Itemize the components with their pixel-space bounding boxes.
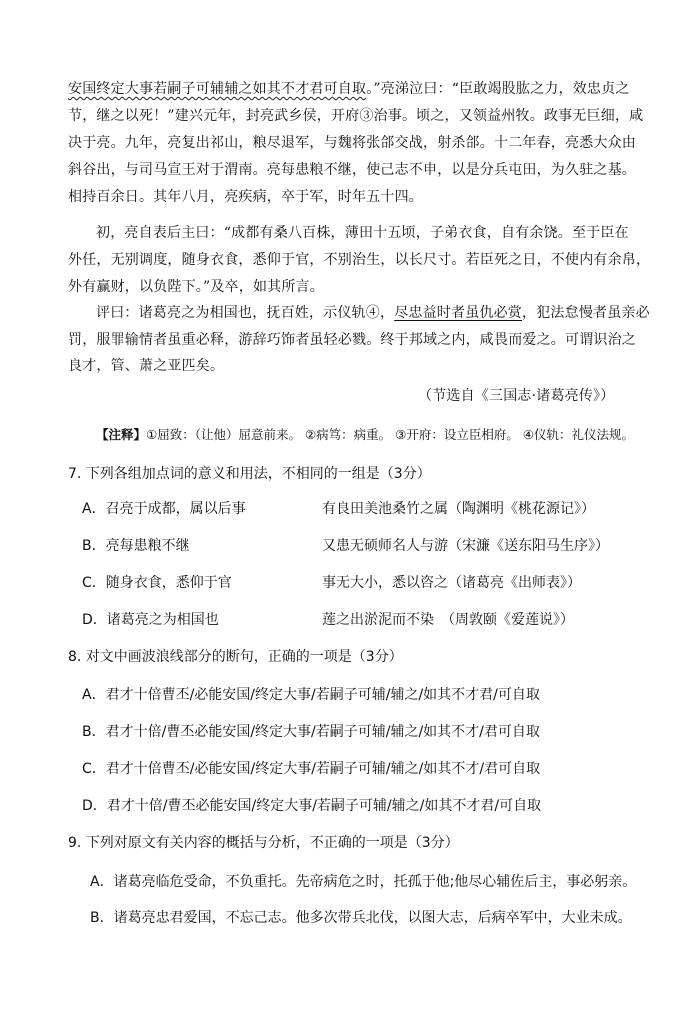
question-7-stem: 7. 下列各组加点词的意义和用法，不相同的一组是（3分） [68, 466, 431, 482]
annotation-notes [96, 425, 634, 443]
question-9-stem: 9. 下列对原文有关内容的概括与分析，不正确的一项是（3分） [68, 835, 459, 851]
note-label: 【注释】 [96, 427, 147, 442]
wavy-underlined-text: 安国终定大事若嗣子可辅辅之如其不才君可自取 [68, 81, 367, 97]
passage-line: 安国终定大事若嗣子可辅辅之如其不才君可自取。”亮涕泣曰：“臣敢竭股肱之力，效忠贞之 [68, 81, 630, 97]
underlined-sentence: 尽忠益时者虽仇必赏 [394, 305, 523, 321]
exam-page: 安国终定大事若嗣子可辅辅之如其不才君可自取。”亮涕泣曰：“臣敢竭股肱之力，效忠贞之 节，继之以死！”建兴元年，封亮武乡侯，开府③治事。顷之，又领益州牧。政事无巨细，咸 决于亮。九年，亮复出祁山，粮尽退军，与魏将张郃交战，射杀郃。十二年春，亮悉大众由 斜谷出，与司马宣王对于渭南。亮每患粮不继，使己志不申，以是分兵屯田，为久驻之基。 相持百余日。其年八月，亮疾病，卒于军，时年五十四。 初，亮自表后主曰：“成都有桑八百株，薄田十五顷，子弟衣食，自有余饶。至于臣在 外任，无别调度，随身衣食，悉仰于官，不别治生，以长尺寸。若臣死之日，不使内有余帛， 外有赢财，以负陛下。”及卒，如其所言。 评曰：诸葛亮之为相国也，抚百姓，示仪轨④，尽忠益时者虽仇必赏，犯法怠慢者虽亲必 罚，服罪输情者虽重必释，游辞巧饰者虽轻必戮。终于邦域之内，咸畏而爱之。可谓识治之 良才，管、萧之亚匹矣。 （节选自《三国志·诸葛亮传》） 【注释】①屈致：（让他）屈意前来。 ②病笃：病重。 ③开府：设立臣相府。 ④仪轨：礼仪法规。 7. 下列各组加点词的意义和用法，不相同的一组是（3分） A．召亮于成都，属以后事 有良田美池桑竹之属（陶渊明《桃花源记》） B．亮每患粮不继 又患无硕师名人与游（宋濂《送东阳马生序》） C．随身衣食，悉仰于官 事无大小，悉以咨之（诸葛亮《出师表》） D．诸葛亮之为相国也 莲之出淤泥而不染 （周敦颐《爱莲说》） 8. 对文中画波浪线部分的断句，正确的一项是（3分） A．君才十倍曹丕/必能安国/终定大事/若嗣子可辅/辅之/如其不才君/可自取 B．君才十倍/曹丕必能安国/终定大事/若嗣子可辅/辅之/如其不才/君可自取 C．君才十倍曹丕/必能安国/终定大事/若嗣子可辅/辅之/如其不才/君可自取 D．君才十倍/曹丕必能安国/终定大事/若嗣子可辅/辅之/如其不才君/可自取 9. 下列对原文有关内容的概括与分析，不正确的一项是（3分） A．诸葛亮临危受命，不负重托。先帝病危之时，托孤于他;他尽心辅佐后主，事必躬亲。 B．诸葛亮忠君爱国，不忘己志。他多次带兵北伐，以图大志，后病卒军中，大业未成。 [0, 0, 699, 1020]
q8-option-d: D．君才十倍/曹丕必能安国/终定大事/若嗣子可辅/辅之/如其不才君/可自取 [82, 798, 542, 814]
q8-option-a: A．君才十倍曹丕/必能安国/终定大事/若嗣子可辅/辅之/如其不才君/可自取 [82, 687, 540, 703]
passage-line: 良才，管、萧之亚匹矣。 [68, 358, 225, 374]
q9-option-b: B．诸葛亮忠君爱国，不忘己志。他多次带兵北伐，以图大志，后病卒军中，大业未成。 [90, 910, 632, 926]
q8-option-c: C．君才十倍曹丕/必能安国/终定大事/若嗣子可辅/辅之/如其不才/君可自取 [82, 761, 541, 777]
question-8-stem: 8. 对文中画波浪线部分的断句，正确的一项是（3分） [68, 649, 403, 665]
passage-line: 外任，无别调度，随身衣食，悉仰于官，不别治生，以长尺寸。若臣死之日，不使内有余帛， [68, 252, 651, 268]
passage-line: 斜谷出，与司马宣王对于渭南。亮每患粮不继，使己志不申，以是分兵屯田，为久驻之基。 [68, 162, 636, 178]
passage-line: 节，继之以死！”建兴元年，封亮武乡侯，开府③治事。顷之，又领益州牧。政事无巨细，咸 [68, 108, 644, 124]
q9-option-a: A．诸葛亮临危受命，不负重托。先帝病危之时，托孤于他;他尽心辅佐后主，事必躬亲。 [90, 874, 637, 890]
passage-line: 初，亮自表后主曰：“成都有桑八百株，薄田十五顷，子弟衣食，自有余饶。至于臣在 [96, 225, 629, 241]
source-citation: （节选自《三国志·诸葛亮传》） [418, 388, 615, 404]
passage-line: 相持百余日。其年八月，亮疾病，卒于军，时年五十四。 [68, 189, 423, 205]
q8-option-b: B．君才十倍/曹丕必能安国/终定大事/若嗣子可辅/辅之/如其不才/君可自取 [82, 724, 540, 740]
passage-line: 决于亮。九年，亮复出祁山，粮尽退军，与魏将张郃交战，射杀郃。十二年春，亮悉大众由 [68, 135, 636, 151]
passage-line: 罚，服罪输情者虽重必释，游辞巧饰者虽轻必戮。终于邦域之内，咸畏而爱之。可谓识治之 [68, 332, 636, 348]
passage-line: 外有赢财，以负陛下。”及卒，如其所言。 [68, 279, 324, 295]
note-text: ①屈致：（让他）屈意前来。 ②病笃：病重。 ③开府：设立臣相府。 ④仪轨：礼仪法规。 [146, 427, 635, 442]
passage-line: 评曰：诸葛亮之为相国也，抚百姓，示仪轨④，尽忠益时者虽仇必赏，犯法怠慢者虽亲必 [96, 305, 650, 321]
